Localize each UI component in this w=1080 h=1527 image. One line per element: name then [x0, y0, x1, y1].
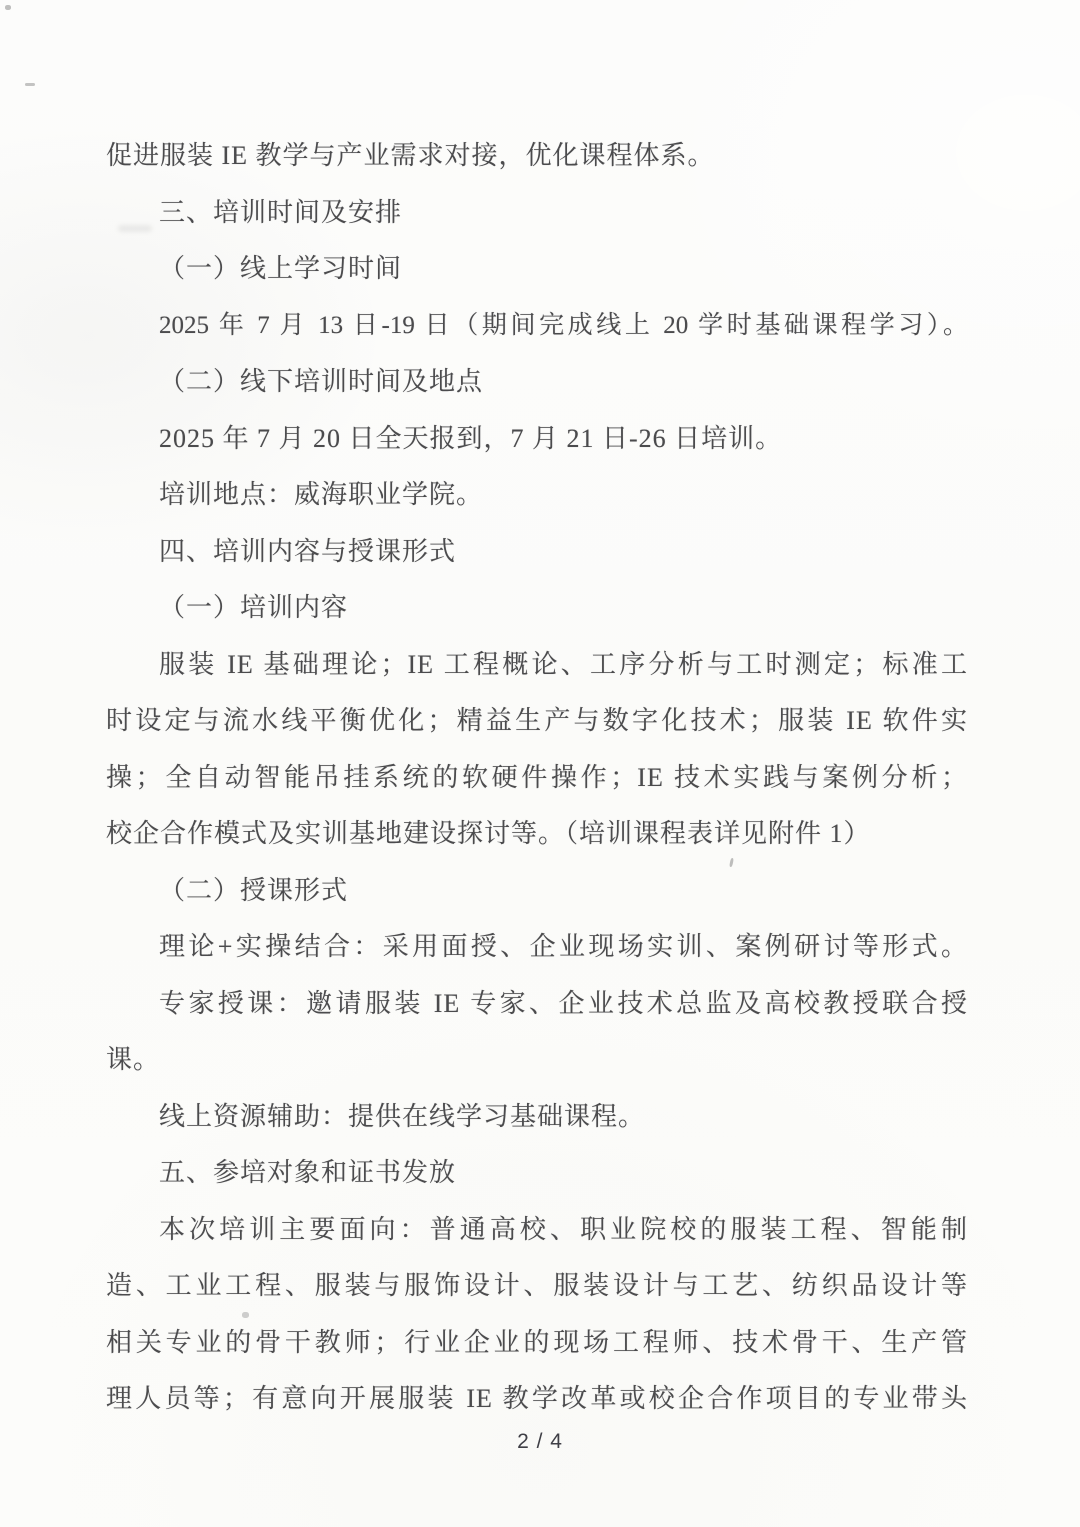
section-heading: 四、培训内容与授课形式: [159, 536, 457, 566]
text-line: 课。: [106, 1045, 161, 1074]
text-line: 线上资源辅助：提供在线学习基础课程。: [159, 1101, 646, 1131]
text-line: 2025 年 7 月 13 日-19 日（期间完成线上 20 学时基础课程学习）。: [159, 311, 968, 339]
text-line: 操；全自动智能吊挂系统的软硬件操作；IE 技术实践与案例分析；: [106, 762, 968, 792]
subsection-heading: （一）培训内容: [159, 593, 349, 622]
scan-speck: [5, 5, 11, 10]
scan-speck: [25, 83, 35, 86]
subsection-heading: （二）授课形式: [159, 875, 349, 905]
text-line: 理论+实操结合：采用面授、企业现场实训、案例研讨等形式。: [159, 932, 968, 961]
section-heading: 五、参培对象和证书发放: [159, 1158, 457, 1187]
text-line: 培训地点：威海职业学院。: [159, 480, 484, 509]
subsection-heading: （一）线上学习时间: [159, 254, 403, 283]
text-line: 造、工业工程、服装与服饰设计、服装设计与工艺、纺织品设计等: [106, 1271, 968, 1300]
text-line: 促进服装 IE 教学与产业需求对接，优化课程体系。: [106, 141, 715, 170]
text-line: 时设定与流水线平衡优化；精益生产与数字化技术；服装 IE 软件实: [106, 706, 968, 735]
text-line: 校企合作模式及实训基地建设探讨等。（培训课程表详见附件 1）: [106, 819, 871, 848]
text-line: 本次培训主要面向：普通高校、职业院校的服装工程、智能制: [159, 1214, 968, 1244]
document-body-text: [106, 128, 968, 1428]
text-line: 服装 IE 基础理论；IE 工程概论、工序分析与工时测定；标准工: [159, 649, 968, 679]
text-line: 专家授课：邀请服装 IE 专家、企业技术总监及高校教授联合授: [159, 988, 968, 1018]
text-line: 2025 年 7 月 20 日全天报到，7 月 21 日-26 日培训。: [159, 423, 783, 453]
section-heading: 三、培训时间及安排: [159, 197, 403, 227]
page-number: 2 / 4: [517, 1430, 563, 1453]
text-line: 相关专业的骨干教师；行业企业的现场工程师、技术骨干、生产管: [106, 1327, 968, 1357]
text-line: 理人员等；有意向开展服装 IE 教学改革或校企合作项目的专业带头: [106, 1384, 968, 1413]
subsection-heading: （二）线下培训时间及地点: [159, 367, 484, 396]
